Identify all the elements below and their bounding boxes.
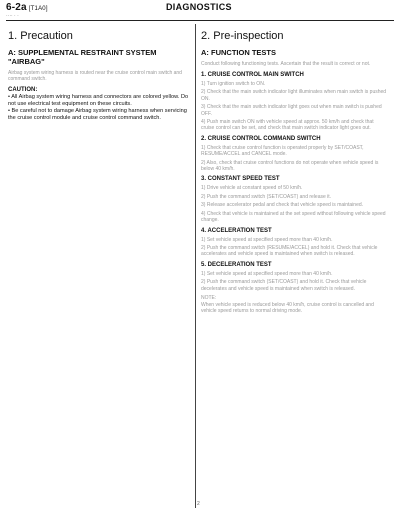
test-step: 1) Set vehicle speed at specified speed more than 40 km/h.	[201, 236, 333, 243]
srs-heading: A: SUPPLEMENTAL RESTRAINT SYSTEM "AIRBAG"	[8, 48, 157, 66]
test-step: 4) Check that vehicle is maintained at the set speed without following vehicle speed change.	[201, 210, 386, 224]
test-step: 2) Check that the main switch indicator light illuminates when main switch is pushed ON.	[201, 89, 387, 102]
srs-intro: Airbag system wiring harness is routed near the cruise control main switch and command switch.	[8, 70, 182, 82]
test-step: 1) Check that cruise control function is operated properly by SET/COAST, RESUME/ACCEL and CANCEL mode.	[201, 144, 364, 158]
column-divider	[195, 24, 196, 508]
test-step: 3) Check that the main switch indicator light goes out when main switch is pushed OFF.	[201, 104, 382, 117]
left-column	[8, 30, 189, 122]
caution-label: CAUTION:	[8, 87, 38, 93]
note-label: NOTE:	[201, 294, 217, 301]
caution-item: • Be careful not to damage Airbag system wiring harness when servicing the cruise control module and cruise control command switch.	[8, 108, 187, 121]
test-step: 4) Push main switch ON with vehicle speed at approx. 50 km/h and check that cruise control can be set, and check that main switch indicator light goes out.	[201, 119, 374, 132]
header-rule	[6, 20, 394, 21]
test-step: 2) Push the command switch (SET/COAST) and release it.	[201, 193, 332, 200]
section-code: [T1A0]	[28, 6, 48, 12]
section-number: 6-2a [T1A0]	[6, 2, 48, 13]
header-subtitle: ···· · ·	[6, 13, 19, 19]
test-heading-main-switch: 1. CRUISE CONTROL MAIN SWITCH	[201, 72, 304, 78]
right-column	[201, 30, 387, 317]
test-step: 1) Turn ignition switch to ON.	[201, 81, 266, 87]
test-step: 2) Push the command switch (SET/COAST) and hold it. Check that vehicle decelerates and vehicle speed is maintained when switch is released.	[201, 279, 367, 292]
test-step: 2) Also, check that cruise control functions do not operate when vehicle speed is below 40 km/h.	[201, 159, 379, 173]
test-step: 2) Push the command switch (RESUME/ACCEL) and hold it. Check that vehicle accelerates and vehicle speed is maintained when switch is released.	[201, 244, 378, 258]
test-heading-acceleration: 4. ACCELERATION TEST	[201, 227, 272, 234]
test-step: 1) Drive vehicle at constant speed of 50 km/h.	[201, 185, 303, 192]
precaution-title: 1. Precaution	[8, 30, 73, 42]
test-step: 3) Release accelerator pedal and check that vehicle speed is maintained.	[201, 202, 364, 209]
preinspection-title: 2. Pre-inspection	[201, 30, 284, 42]
test-step: 1) Set vehicle speed at specified speed more than 40 km/h.	[201, 270, 333, 277]
test-heading-command-switch: 2. CRUISE CONTROL COMMAND SWITCH	[201, 135, 321, 142]
test-heading-constant-speed: 3. CONSTANT SPEED TEST	[201, 176, 280, 183]
page-header	[6, 2, 394, 20]
function-tests-intro: Conduct following functioning tests. Ascertain that the result is correct or not.	[201, 61, 371, 67]
page-number: 2	[197, 501, 200, 507]
caution-item: • All Airbag system wiring harness and connectors are colored yellow. Do not use electrical test equipment on these circuits.	[8, 94, 189, 107]
page-title: DIAGNOSTICS	[166, 2, 232, 12]
function-tests-heading: A: FUNCTION TESTS	[201, 48, 276, 57]
test-heading-deceleration: 5. DECELERATION TEST	[201, 261, 272, 268]
note-text: When vehicle speed is reduced below 40 km/h, cruise control is cancelled and vehicle speed returns to normal driving mode.	[201, 301, 374, 315]
